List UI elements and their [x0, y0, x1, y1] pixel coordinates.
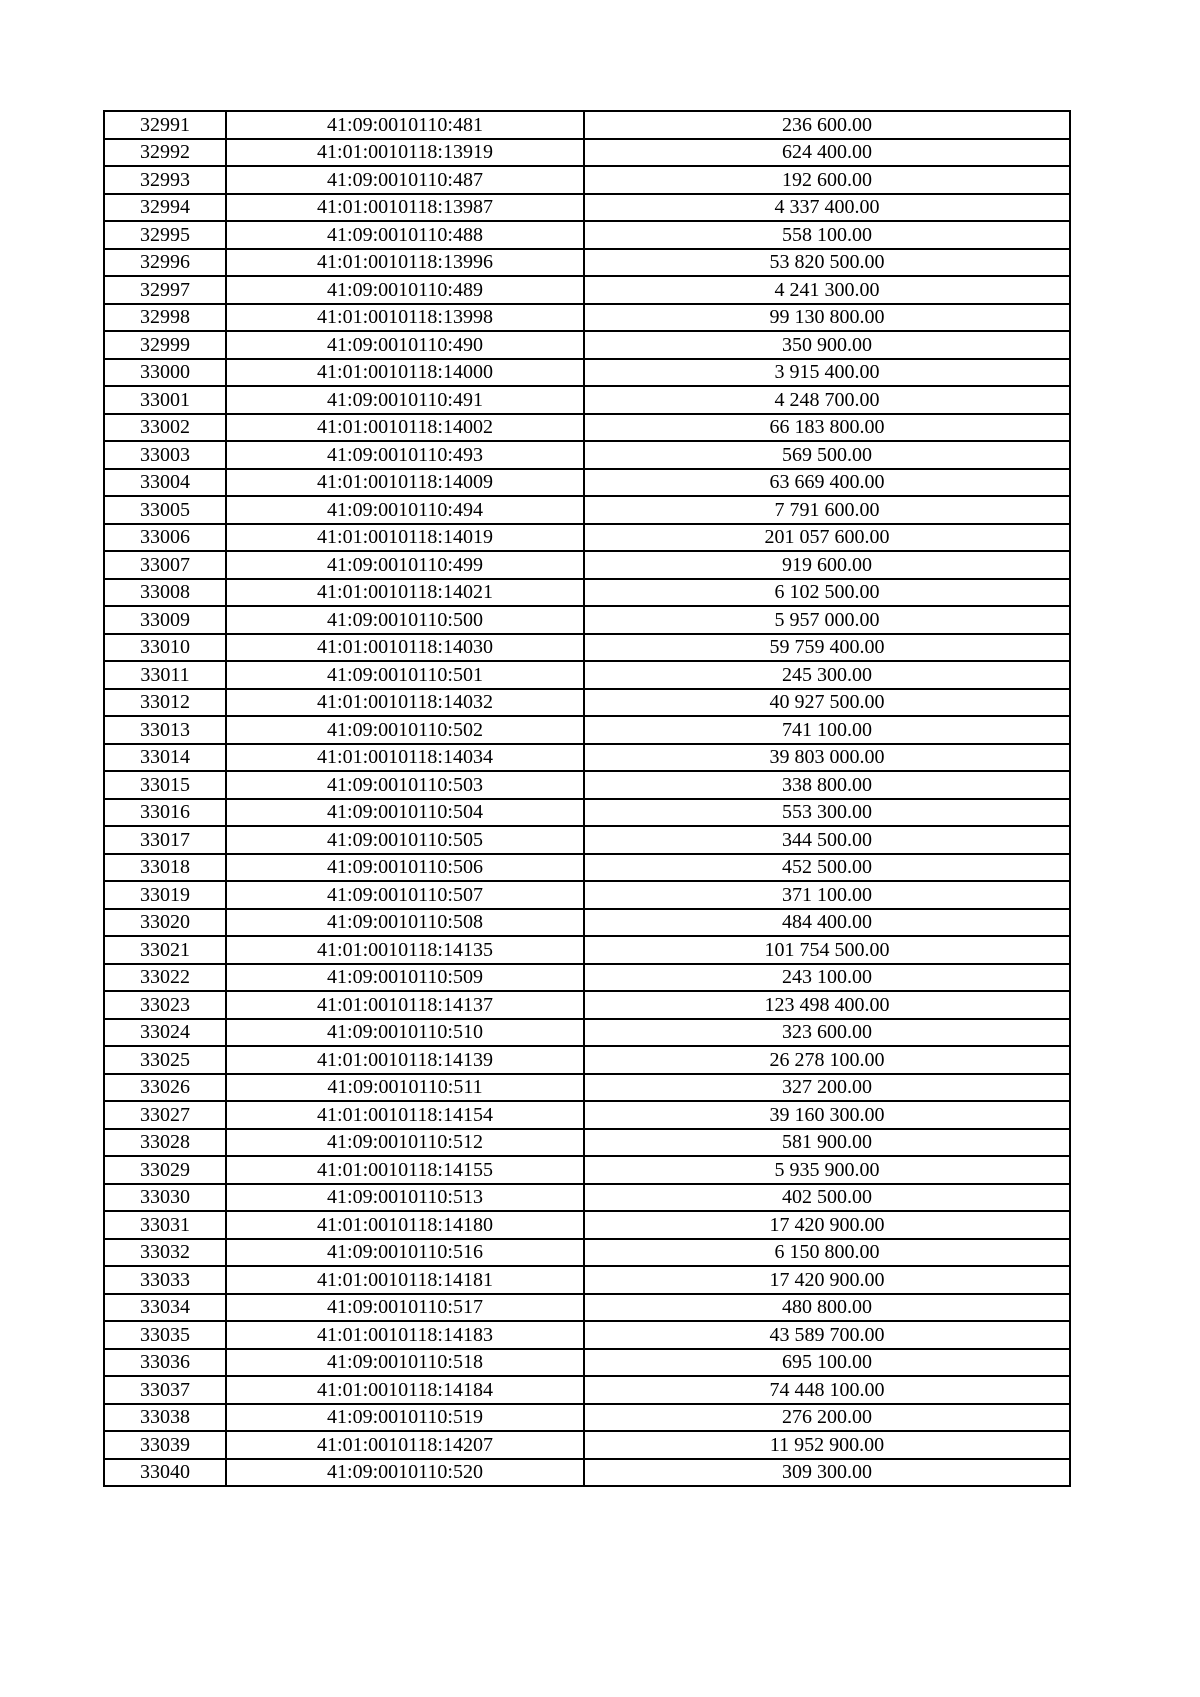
cadastral-value-cell: 39 160 300.00 [584, 1101, 1070, 1129]
cadastral-value-cell: 558 100.00 [584, 221, 1070, 249]
row-number-cell: 33001 [104, 386, 226, 414]
cadastral-value-cell: 39 803 000.00 [584, 744, 1070, 772]
cadastral-value-cell: 66 183 800.00 [584, 414, 1070, 442]
table-row [104, 716, 1070, 744]
row-number-cell: 33016 [104, 799, 226, 827]
table-row [104, 909, 1070, 937]
cadastral-number-cell: 41:09:0010110:506 [226, 854, 584, 882]
cadastral-number-cell: 41:09:0010110:508 [226, 909, 584, 937]
row-number-cell: 33032 [104, 1239, 226, 1267]
cadastral-number-cell: 41:01:0010118:14019 [226, 524, 584, 552]
table-row [104, 166, 1070, 194]
table-row [104, 249, 1070, 277]
cadastral-value-cell: 480 800.00 [584, 1294, 1070, 1322]
row-number-cell: 33017 [104, 826, 226, 854]
cadastral-value-cell: 7 791 600.00 [584, 496, 1070, 524]
cadastral-number-cell: 41:01:0010118:14181 [226, 1266, 584, 1294]
cadastral-number-cell: 41:01:0010118:14135 [226, 936, 584, 964]
row-number-cell: 33031 [104, 1211, 226, 1239]
cadastral-value-cell: 99 130 800.00 [584, 304, 1070, 332]
cadastral-value-cell: 236 600.00 [584, 111, 1070, 139]
row-number-cell: 33010 [104, 634, 226, 662]
table-row [104, 991, 1070, 1019]
cadastral-value-cell: 276 200.00 [584, 1404, 1070, 1432]
cadastral-number-cell: 41:09:0010110:502 [226, 716, 584, 744]
table-row [104, 1101, 1070, 1129]
table-row [104, 826, 1070, 854]
cadastral-number-cell: 41:09:0010110:481 [226, 111, 584, 139]
table-row [104, 1349, 1070, 1377]
row-number-cell: 33028 [104, 1129, 226, 1157]
table-row [104, 111, 1070, 139]
cadastral-number-cell: 41:09:0010110:493 [226, 441, 584, 469]
cadastral-value-cell: 192 600.00 [584, 166, 1070, 194]
row-number-cell: 33022 [104, 964, 226, 992]
row-number-cell: 33039 [104, 1431, 226, 1459]
table-row [104, 1321, 1070, 1349]
cadastral-number-cell: 41:01:0010118:13996 [226, 249, 584, 277]
cadastral-value-cell: 452 500.00 [584, 854, 1070, 882]
table-row [104, 1129, 1070, 1157]
cadastral-value-cell: 371 100.00 [584, 881, 1070, 909]
table-row [104, 606, 1070, 634]
cadastral-value-cell: 323 600.00 [584, 1019, 1070, 1047]
row-number-cell: 33030 [104, 1184, 226, 1212]
row-number-cell: 33036 [104, 1349, 226, 1377]
cadastral-number-cell: 41:01:0010118:14034 [226, 744, 584, 772]
table-row [104, 1074, 1070, 1102]
row-number-cell: 33012 [104, 689, 226, 717]
cadastral-number-cell: 41:01:0010118:14000 [226, 359, 584, 387]
row-number-cell: 33008 [104, 579, 226, 607]
cadastral-value-cell: 581 900.00 [584, 1129, 1070, 1157]
row-number-cell: 32998 [104, 304, 226, 332]
table-row [104, 139, 1070, 167]
table-row [104, 1019, 1070, 1047]
cadastral-value-cell: 53 820 500.00 [584, 249, 1070, 277]
table-row [104, 414, 1070, 442]
table-row [104, 634, 1070, 662]
cadastral-value-cell: 26 278 100.00 [584, 1046, 1070, 1074]
row-number-cell: 32994 [104, 194, 226, 222]
row-number-cell: 33013 [104, 716, 226, 744]
row-number-cell: 33006 [104, 524, 226, 552]
cadastral-value-cell: 4 241 300.00 [584, 276, 1070, 304]
cadastral-number-cell: 41:09:0010110:491 [226, 386, 584, 414]
cadastral-number-cell: 41:01:0010118:14155 [226, 1156, 584, 1184]
row-number-cell: 33037 [104, 1376, 226, 1404]
cadastral-value-cell: 3 915 400.00 [584, 359, 1070, 387]
row-number-cell: 33020 [104, 909, 226, 937]
row-number-cell: 32991 [104, 111, 226, 139]
row-number-cell: 32996 [104, 249, 226, 277]
table-row [104, 496, 1070, 524]
cadastral-value-cell: 43 589 700.00 [584, 1321, 1070, 1349]
row-number-cell: 33038 [104, 1404, 226, 1432]
table-row [104, 1404, 1070, 1432]
cadastral-value-cell: 59 759 400.00 [584, 634, 1070, 662]
cadastral-value-cell: 5 957 000.00 [584, 606, 1070, 634]
row-number-cell: 33025 [104, 1046, 226, 1074]
cadastral-value-cell: 919 600.00 [584, 551, 1070, 579]
cadastral-number-cell: 41:09:0010110:518 [226, 1349, 584, 1377]
table-row [104, 1239, 1070, 1267]
cadastral-value-table [103, 110, 1071, 1487]
row-number-cell: 33009 [104, 606, 226, 634]
table-body [104, 111, 1070, 1486]
table-row [104, 1294, 1070, 1322]
cadastral-number-cell: 41:09:0010110:489 [226, 276, 584, 304]
table-row [104, 524, 1070, 552]
table-row [104, 661, 1070, 689]
cadastral-number-cell: 41:09:0010110:512 [226, 1129, 584, 1157]
row-number-cell: 33021 [104, 936, 226, 964]
cadastral-value-cell: 17 420 900.00 [584, 1266, 1070, 1294]
cadastral-value-cell: 40 927 500.00 [584, 689, 1070, 717]
row-number-cell: 33040 [104, 1459, 226, 1487]
table-row [104, 689, 1070, 717]
cadastral-number-cell: 41:01:0010118:14137 [226, 991, 584, 1019]
cadastral-value-cell: 74 448 100.00 [584, 1376, 1070, 1404]
row-number-cell: 32997 [104, 276, 226, 304]
cadastral-value-cell: 553 300.00 [584, 799, 1070, 827]
cadastral-number-cell: 41:01:0010118:14207 [226, 1431, 584, 1459]
row-number-cell: 33035 [104, 1321, 226, 1349]
cadastral-number-cell: 41:09:0010110:507 [226, 881, 584, 909]
cadastral-number-cell: 41:01:0010118:14002 [226, 414, 584, 442]
cadastral-number-cell: 41:01:0010118:14139 [226, 1046, 584, 1074]
cadastral-number-cell: 41:09:0010110:509 [226, 964, 584, 992]
table-row [104, 1046, 1070, 1074]
cadastral-number-cell: 41:09:0010110:499 [226, 551, 584, 579]
cadastral-number-cell: 41:09:0010110:513 [226, 1184, 584, 1212]
row-number-cell: 33014 [104, 744, 226, 772]
cadastral-number-cell: 41:09:0010110:505 [226, 826, 584, 854]
cadastral-value-cell: 101 754 500.00 [584, 936, 1070, 964]
table-row [104, 799, 1070, 827]
row-number-cell: 33023 [104, 991, 226, 1019]
table-row [104, 964, 1070, 992]
cadastral-value-cell: 4 248 700.00 [584, 386, 1070, 414]
cadastral-value-cell: 11 952 900.00 [584, 1431, 1070, 1459]
row-number-cell: 33005 [104, 496, 226, 524]
table-row [104, 1431, 1070, 1459]
table-row [104, 1156, 1070, 1184]
row-number-cell: 33033 [104, 1266, 226, 1294]
table-row [104, 331, 1070, 359]
table-row [104, 276, 1070, 304]
cadastral-number-cell: 41:09:0010110:511 [226, 1074, 584, 1102]
row-number-cell: 33024 [104, 1019, 226, 1047]
cadastral-number-cell: 41:01:0010118:14030 [226, 634, 584, 662]
cadastral-value-cell: 344 500.00 [584, 826, 1070, 854]
cadastral-number-cell: 41:09:0010110:504 [226, 799, 584, 827]
cadastral-number-cell: 41:01:0010118:13919 [226, 139, 584, 167]
table-row [104, 551, 1070, 579]
row-number-cell: 33011 [104, 661, 226, 689]
cadastral-value-cell: 624 400.00 [584, 139, 1070, 167]
cadastral-number-cell: 41:09:0010110:516 [226, 1239, 584, 1267]
table-row [104, 386, 1070, 414]
cadastral-number-cell: 41:01:0010118:13987 [226, 194, 584, 222]
row-number-cell: 33004 [104, 469, 226, 497]
cadastral-number-cell: 41:09:0010110:500 [226, 606, 584, 634]
table-row [104, 881, 1070, 909]
cadastral-number-cell: 41:01:0010118:14154 [226, 1101, 584, 1129]
row-number-cell: 33034 [104, 1294, 226, 1322]
cadastral-value-cell: 243 100.00 [584, 964, 1070, 992]
cadastral-number-cell: 41:09:0010110:503 [226, 771, 584, 799]
cadastral-number-cell: 41:09:0010110:519 [226, 1404, 584, 1432]
cadastral-number-cell: 41:09:0010110:517 [226, 1294, 584, 1322]
row-number-cell: 32995 [104, 221, 226, 249]
cadastral-number-cell: 41:01:0010118:13998 [226, 304, 584, 332]
cadastral-value-cell: 245 300.00 [584, 661, 1070, 689]
cadastral-value-cell: 123 498 400.00 [584, 991, 1070, 1019]
cadastral-number-cell: 41:09:0010110:487 [226, 166, 584, 194]
cadastral-value-cell: 327 200.00 [584, 1074, 1070, 1102]
cadastral-value-cell: 350 900.00 [584, 331, 1070, 359]
table-row [104, 579, 1070, 607]
table-row [104, 771, 1070, 799]
row-number-cell: 33002 [104, 414, 226, 442]
cadastral-value-cell: 63 669 400.00 [584, 469, 1070, 497]
cadastral-number-cell: 41:09:0010110:488 [226, 221, 584, 249]
table-row [104, 744, 1070, 772]
cadastral-value-cell: 201 057 600.00 [584, 524, 1070, 552]
cadastral-value-cell: 402 500.00 [584, 1184, 1070, 1212]
cadastral-number-cell: 41:09:0010110:494 [226, 496, 584, 524]
table-row [104, 936, 1070, 964]
cadastral-value-cell: 4 337 400.00 [584, 194, 1070, 222]
cadastral-number-cell: 41:01:0010118:14021 [226, 579, 584, 607]
cadastral-value-cell: 741 100.00 [584, 716, 1070, 744]
cadastral-number-cell: 41:01:0010118:14009 [226, 469, 584, 497]
cadastral-value-cell: 309 300.00 [584, 1459, 1070, 1487]
cadastral-number-cell: 41:01:0010118:14183 [226, 1321, 584, 1349]
cadastral-number-cell: 41:09:0010110:501 [226, 661, 584, 689]
cadastral-value-cell: 569 500.00 [584, 441, 1070, 469]
cadastral-number-cell: 41:09:0010110:510 [226, 1019, 584, 1047]
row-number-cell: 33018 [104, 854, 226, 882]
table-row [104, 1376, 1070, 1404]
row-number-cell: 32993 [104, 166, 226, 194]
table-row [104, 359, 1070, 387]
cadastral-value-cell: 17 420 900.00 [584, 1211, 1070, 1239]
row-number-cell: 33007 [104, 551, 226, 579]
cadastral-value-cell: 695 100.00 [584, 1349, 1070, 1377]
table-row [104, 1459, 1070, 1487]
table-row [104, 304, 1070, 332]
table-row [104, 441, 1070, 469]
row-number-cell: 32999 [104, 331, 226, 359]
cadastral-number-cell: 41:01:0010118:14180 [226, 1211, 584, 1239]
table-row [104, 854, 1070, 882]
cadastral-value-cell: 6 102 500.00 [584, 579, 1070, 607]
row-number-cell: 33000 [104, 359, 226, 387]
cadastral-number-cell: 41:09:0010110:490 [226, 331, 584, 359]
row-number-cell: 33026 [104, 1074, 226, 1102]
row-number-cell: 33027 [104, 1101, 226, 1129]
cadastral-number-cell: 41:01:0010118:14032 [226, 689, 584, 717]
cadastral-value-cell: 5 935 900.00 [584, 1156, 1070, 1184]
table-row [104, 194, 1070, 222]
cadastral-value-cell: 6 150 800.00 [584, 1239, 1070, 1267]
cadastral-value-cell: 484 400.00 [584, 909, 1070, 937]
row-number-cell: 33003 [104, 441, 226, 469]
cadastral-number-cell: 41:09:0010110:520 [226, 1459, 584, 1487]
table-row [104, 469, 1070, 497]
table-row [104, 221, 1070, 249]
row-number-cell: 33015 [104, 771, 226, 799]
cadastral-value-cell: 338 800.00 [584, 771, 1070, 799]
table-row [104, 1184, 1070, 1212]
row-number-cell: 32992 [104, 139, 226, 167]
table-row [104, 1211, 1070, 1239]
table-row [104, 1266, 1070, 1294]
cadastral-number-cell: 41:01:0010118:14184 [226, 1376, 584, 1404]
row-number-cell: 33019 [104, 881, 226, 909]
row-number-cell: 33029 [104, 1156, 226, 1184]
